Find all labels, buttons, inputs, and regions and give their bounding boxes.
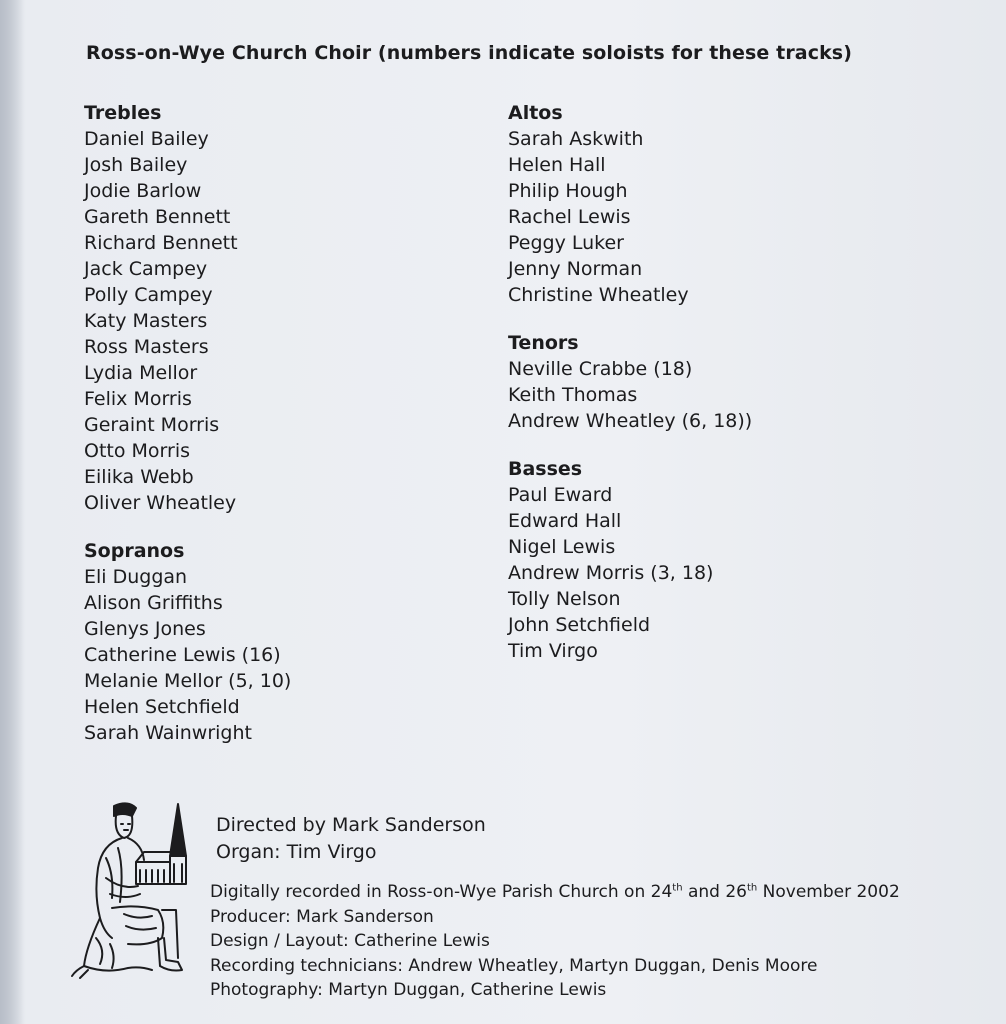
choir-title: Ross-on-Wye Church Choir (numbers indicate soloists for these tracks) — [86, 42, 852, 64]
member-name: Andrew Morris (3, 18) — [508, 562, 714, 584]
member-name: Andrew Wheatley (6, 18)) — [508, 410, 753, 432]
photography: Photography: Martyn Duggan, Catherine Lewis — [210, 980, 607, 1000]
member-name: Jodie Barlow — [84, 180, 202, 202]
member-name: Lydia Mellor — [84, 362, 198, 384]
medieval-figure-holding-church-icon — [66, 798, 202, 984]
member-name: Keith Thomas — [508, 384, 638, 406]
member-name: Ross Masters — [84, 336, 209, 358]
section-sopranos — [84, 538, 291, 746]
member-name: Geraint Morris — [84, 414, 220, 436]
section-trebles — [84, 100, 291, 516]
member-name: Daniel Bailey — [84, 128, 209, 150]
section-heading: Trebles — [84, 102, 162, 124]
member-name: Richard Bennett — [84, 232, 238, 254]
member-name: Katy Masters — [84, 310, 208, 332]
section-heading: Basses — [508, 458, 583, 480]
member-name: Jenny Norman — [508, 258, 643, 280]
member-name: Helen Setchfield — [84, 696, 240, 718]
member-name: Peggy Luker — [508, 232, 624, 254]
member-name: Gareth Bennett — [84, 206, 231, 228]
recording-technicians: Recording technicians: Andrew Wheatley, Martyn Duggan, Denis Moore — [210, 955, 818, 976]
page-fold-shadow — [0, 0, 24, 1024]
member-name: Sarah Askwith — [508, 128, 644, 150]
member-name: Helen Hall — [508, 154, 606, 176]
directed-by: Directed by Mark Sanderson — [216, 814, 486, 836]
member-name: Tolly Nelson — [508, 588, 621, 610]
section-heading: Sopranos — [84, 540, 185, 562]
section-tenors — [508, 330, 752, 434]
member-name: John Setchfield — [508, 614, 651, 636]
member-name: Otto Morris — [84, 440, 191, 462]
member-name: Neville Crabbe (18) — [508, 358, 693, 380]
member-name: Edward Hall — [508, 510, 622, 532]
right-column — [508, 100, 752, 686]
member-name: Rachel Lewis — [508, 206, 631, 228]
member-name: Melanie Mellor (5, 10) — [84, 670, 292, 692]
member-name: Alison Griffiths — [84, 592, 223, 614]
producer: Producer: Mark Sanderson — [210, 906, 434, 927]
member-name: Polly Campey — [84, 284, 213, 306]
member-name: Tim Virgo — [508, 640, 598, 662]
section-heading: Altos — [508, 102, 563, 124]
credits-main — [216, 812, 486, 866]
recording-info: Digitally recorded in Ross-on-Wye Parish Church on 24th and 26th November 2002 — [210, 882, 900, 902]
member-name: Eli Duggan — [84, 566, 188, 588]
member-name: Catherine Lewis (16) — [84, 644, 281, 666]
member-name: Josh Bailey — [84, 154, 188, 176]
section-heading: Tenors — [508, 332, 579, 354]
member-name: Jack Campey — [84, 258, 208, 280]
member-name: Sarah Wainwright — [84, 722, 252, 744]
member-name: Glenys Jones — [84, 618, 206, 640]
member-name: Oliver Wheatley — [84, 492, 237, 514]
member-name: Eilika Webb — [84, 466, 194, 488]
section-basses — [508, 456, 752, 664]
member-name: Paul Eward — [508, 484, 613, 506]
design-layout: Design / Layout: Catherine Lewis — [210, 931, 490, 951]
organist: Organ: Tim Virgo — [216, 841, 377, 863]
member-name: Christine Wheatley — [508, 284, 689, 306]
section-altos — [508, 100, 752, 308]
left-column — [84, 100, 291, 768]
member-name: Nigel Lewis — [508, 536, 616, 558]
member-name: Philip Hough — [508, 180, 628, 202]
credits-details — [210, 880, 900, 1003]
member-name: Felix Morris — [84, 388, 192, 410]
